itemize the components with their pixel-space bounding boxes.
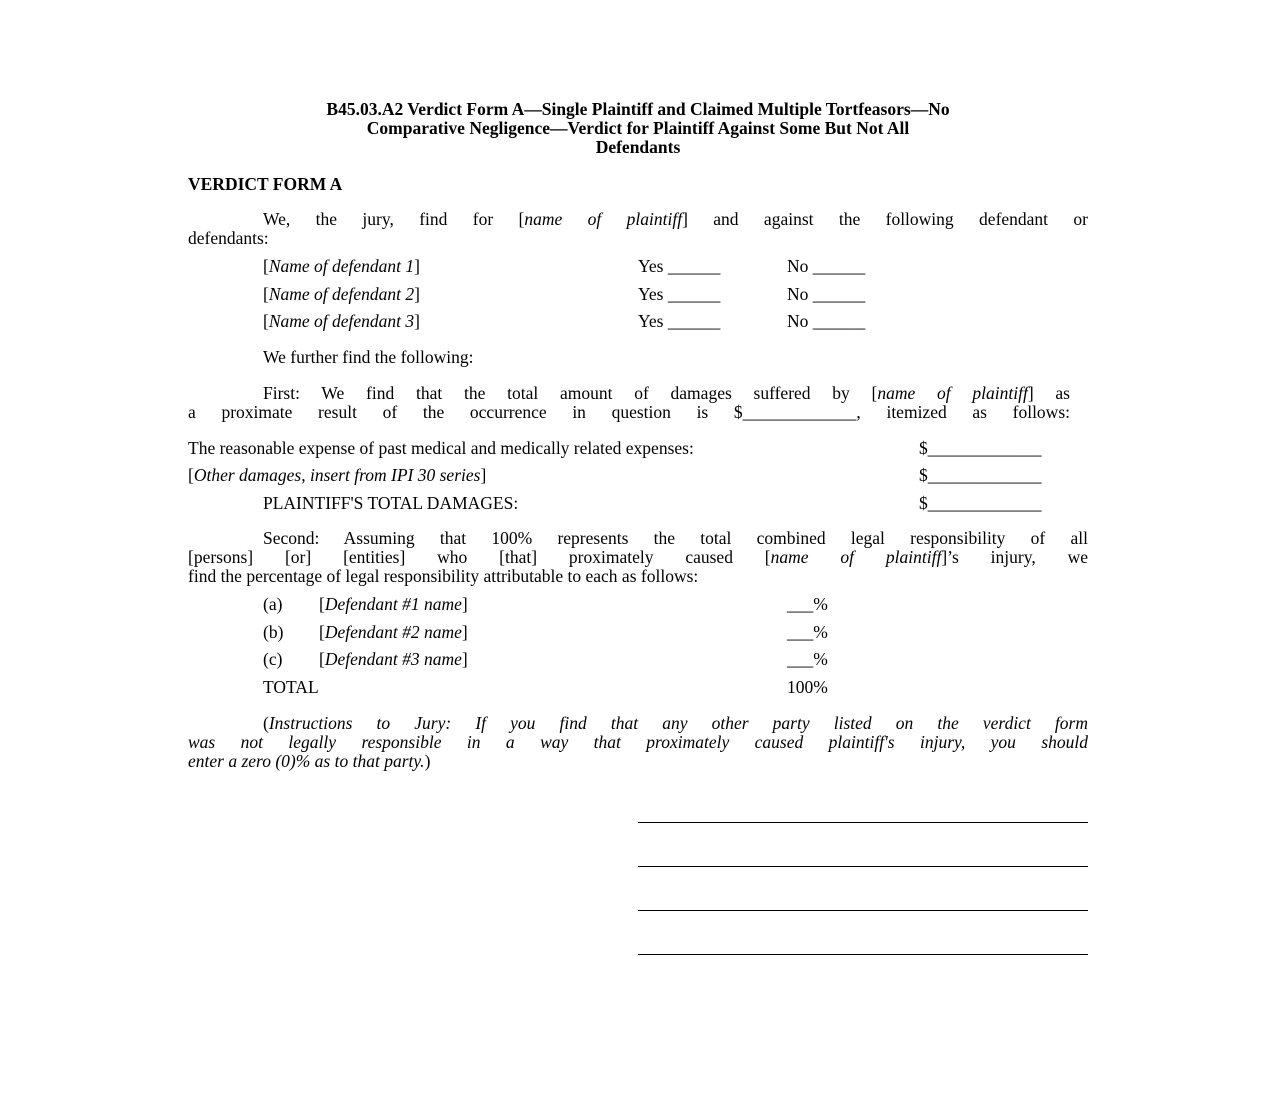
second-line-1: Second: Assuming that 100% represents the total combined legal responsibility of all	[263, 528, 1088, 548]
second-paragraph	[188, 529, 1088, 586]
first-line-2: a proximate result of the occurrence in question is $_____________, itemized as follows:	[188, 402, 1070, 422]
percentage-field[interactable]: ___%	[787, 649, 828, 669]
instructions-line-3: enter a zero (0)% as to that party.)	[188, 751, 431, 771]
percentage-defendant-name: [Defendant #3 name]	[319, 649, 468, 669]
other-damages-label: [Other damages, insert from IPI 30 series]	[188, 465, 487, 485]
defendant-name: [Name of defendant 2]	[263, 284, 420, 304]
no-field[interactable]: No ______	[787, 256, 866, 276]
other-damages-field[interactable]: $_____________	[919, 465, 1042, 485]
title-line-3: Defendants	[595, 137, 681, 157]
total-value: 100%	[787, 677, 828, 697]
percentage-defendant-name: [Defendant #1 name]	[319, 594, 468, 614]
section-heading: VERDICT FORM A	[188, 174, 343, 194]
title-line-2: Comparative Negligence—Verdict for Plaintiff Against Some But Not All	[366, 118, 910, 138]
intro-line-2: defendants:	[188, 228, 269, 248]
intro-paragraph	[188, 210, 1088, 248]
second-line-2: [persons] [or] [entities] who [that] proximately caused [name of plaintiff]’s injury, we	[188, 547, 1088, 567]
defendant-name: [Name of defendant 3]	[263, 311, 420, 331]
total-label: TOTAL	[263, 677, 319, 697]
first-line-1: First: We find that the total amount of damages suffered by [name of plaintiff] as	[263, 383, 1070, 403]
signature-line[interactable]	[638, 954, 1088, 955]
percentage-defendant-name: [Defendant #2 name]	[319, 622, 468, 642]
signature-line[interactable]	[638, 910, 1088, 911]
instructions-line-2: was not legally responsible in a way that proximately caused plaintiff's injury, you should	[188, 732, 1088, 752]
item-letter: (b)	[263, 622, 284, 642]
second-line-3: find the percentage of legal responsibility attributable to each as follows:	[188, 566, 699, 586]
medical-expense-field[interactable]: $_____________	[919, 438, 1042, 458]
yes-field[interactable]: Yes ______	[638, 284, 721, 304]
medical-expense-label: The reasonable expense of past medical and medically related expenses:	[188, 438, 694, 458]
percentage-field[interactable]: ___%	[787, 622, 828, 642]
jury-instructions	[188, 714, 1088, 771]
no-field[interactable]: No ______	[787, 284, 866, 304]
defendant-name: [Name of defendant 1]	[263, 256, 420, 276]
total-damages-label: PLAINTIFF'S TOTAL DAMAGES:	[263, 493, 519, 513]
total-damages-field[interactable]: $_____________	[919, 493, 1042, 513]
yes-field[interactable]: Yes ______	[638, 256, 721, 276]
percentage-field[interactable]: ___%	[787, 594, 828, 614]
item-letter: (c)	[263, 649, 283, 669]
signature-line[interactable]	[638, 822, 1088, 823]
intro-line-1: We, the jury, find for [name of plaintiff] and against the following defendant or	[263, 209, 1088, 229]
page-title	[188, 100, 1088, 157]
yes-field[interactable]: Yes ______	[638, 311, 721, 331]
instructions-line-1: (Instructions to Jury: If you find that any other party listed on the verdict form	[263, 713, 1088, 733]
first-paragraph	[188, 384, 1070, 422]
signature-line[interactable]	[638, 866, 1088, 867]
title-line-1: B45.03.A2 Verdict Form A—Single Plaintiff and Claimed Multiple Tortfeasors—No	[326, 99, 950, 119]
no-field[interactable]: No ______	[787, 311, 866, 331]
further-finding-text: We further find the following:	[263, 347, 474, 367]
item-letter: (a)	[263, 594, 283, 614]
